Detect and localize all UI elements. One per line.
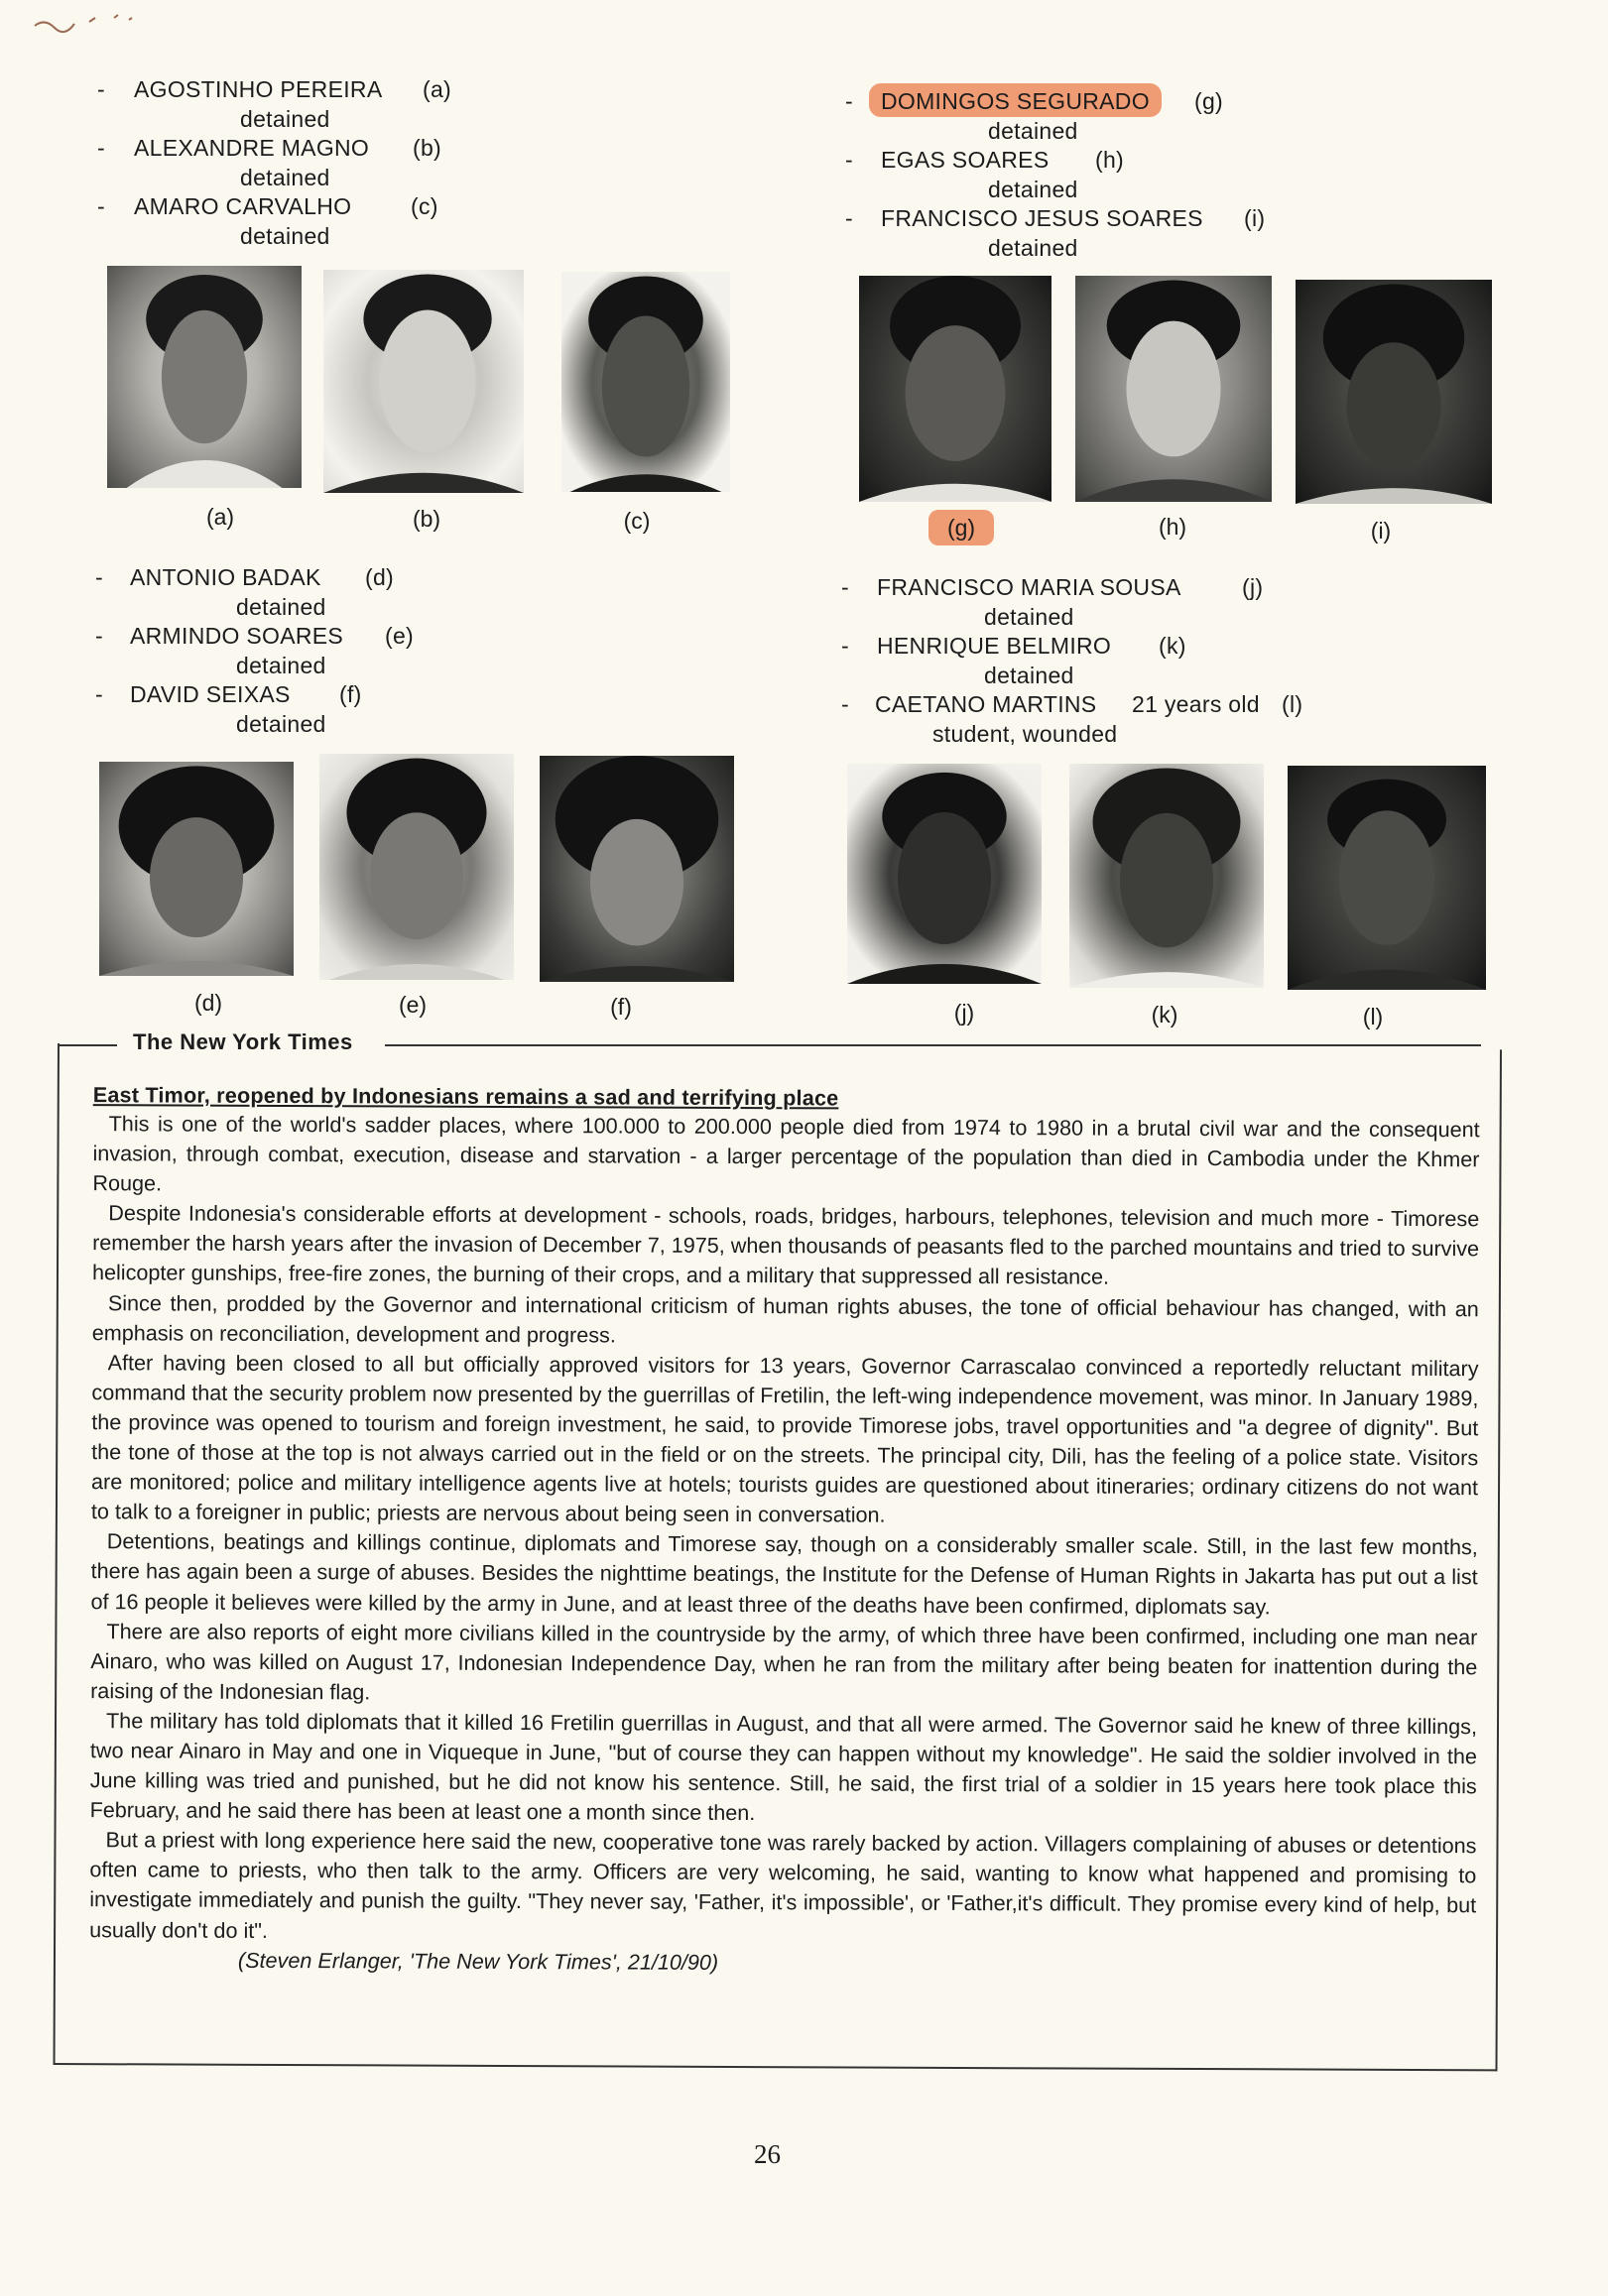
article-paragraph: Despite Indonesia's considerable efforts at development - schools, roads, bridges, harbours, telephones, television and much more - Timorese remember the harsh years after the invasion of December 7, 1975, when thousands of peasants fled to the parched mountains and tried to survive helicopter gunships, free-fire zones, the burning of their crops, and a military that suppressed all resistance.	[91, 1200, 1480, 1290]
photo-d	[99, 762, 294, 976]
person-status: detained	[236, 593, 326, 620]
list-item: - DOMINGOS SEGURADO (g) detained	[845, 87, 1401, 146]
photo-letter: (f)	[339, 681, 362, 707]
photo-letter: (j)	[1242, 574, 1264, 600]
person-name: ALEXANDRE MAGNO	[134, 135, 370, 161]
article-headline: East Timor, reopened by Indonesians remains a sad and terrifying place	[92, 1082, 839, 1111]
caption-e: (e)	[398, 992, 428, 1018]
person-name: AMARO CARVALHO	[134, 193, 352, 219]
article-paragraph: But a priest with long experience here said the new, cooperative tone was rarely backed by action. Villagers complaining of abuses or detentions often came to priests, who then talk to the army. Officers are very welcoming, he said, wanting to know what happened and promising to investigate immediately and punish the guilty. "They never say, 'Father, it's impossible', or 'Father,it's difficult. They promise every kind of help, but usually don't do it".	[89, 1827, 1477, 1943]
caption-g-highlighted: (g)	[928, 510, 994, 545]
photo-letter: (l)	[1282, 691, 1303, 717]
list-item: - CAETANO MARTINS 21 years old (l) student, wounded	[841, 690, 1397, 749]
photo-a	[107, 266, 302, 488]
photo-letter: (i)	[1244, 205, 1266, 231]
article-box	[54, 1043, 1502, 2071]
photo-k	[1069, 764, 1264, 988]
photo-b	[323, 270, 524, 493]
caption-b: (b)	[412, 506, 441, 532]
person-status: detained	[240, 105, 330, 132]
photo-letter: (g)	[1194, 88, 1224, 114]
caption-d: (d)	[193, 990, 223, 1016]
photo-letter: (e)	[385, 623, 415, 649]
list-item: - AGOSTINHO PEREIRA (a) detained	[97, 75, 534, 134]
photo-letter: (k)	[1159, 633, 1186, 659]
list-item: - HENRIQUE BELMIRO (k) detained	[841, 632, 1397, 690]
person-name: ARMINDO SOARES	[130, 623, 344, 649]
list-item: - DAVID SEIXAS (f) detained	[95, 680, 532, 739]
photo-letter: (b)	[413, 135, 442, 161]
pen-mark	[30, 8, 149, 38]
person-status: detained	[988, 234, 1078, 261]
photo-l	[1288, 766, 1486, 990]
person-status: detained	[988, 176, 1078, 202]
list-item: - FRANCISCO MARIA SOUSA (j) detained	[841, 573, 1397, 632]
article-paragraph: Since then, prodded by the Governor and international criticism of human rights abuses, the tone of official behaviour has changed, with an emphasis on reconciliation, development and progress.	[91, 1289, 1479, 1348]
person-status: detained	[240, 164, 330, 190]
caption-i: (i)	[1370, 518, 1392, 544]
person-name: HENRIQUE BELMIRO	[877, 633, 1112, 659]
person-status: student, wounded	[932, 720, 1118, 747]
list-item: - EGAS SOARES (h) detained	[845, 146, 1401, 204]
person-name: AGOSTINHO PEREIRA	[134, 76, 383, 102]
person-name: ANTONIO BADAK	[130, 564, 321, 590]
person-name: FRANCISCO JESUS SOARES	[881, 205, 1203, 231]
caption-l: (l)	[1362, 1004, 1384, 1029]
caption-k: (k)	[1151, 1002, 1178, 1027]
caption-h: (h)	[1158, 514, 1187, 540]
list-item: - FRANCISCO JESUS SOARES (i) detained	[845, 204, 1401, 263]
article-paragraph: This is one of the world's sadder places, where 100.000 to 200.000 people died from 1974 to 1980 in a brutal civil war and the consequent invasion, through combat, execution, disease and starvation - a larger percentage of the population than died in Cambodia under the Khmer Rouge.	[92, 1111, 1480, 1196]
article-paragraph: Detentions, beatings and killings continue, diplomats and Timorese say, though on a considerably smaller scale. Still, in the last few months, there has again been a surge of abuses. Besides the nighttime beatings, the Institute for the Defense of Human Rights in Jakarta has put out a list of 16 people it believes were killed by the army in June, and at least three of the deaths have been confirmed, diplomats say.	[90, 1528, 1478, 1619]
person-status: detained	[240, 222, 330, 249]
photo-letter: (d)	[365, 564, 395, 590]
list-item: - ARMINDO SOARES (e) detained	[95, 622, 532, 680]
person-status: detained	[236, 652, 326, 678]
person-status: detained	[984, 662, 1074, 688]
name-list-g-i	[845, 87, 1401, 263]
name-list-j-l	[841, 573, 1397, 749]
name-list-d-f	[95, 563, 532, 739]
person-name-highlighted: DOMINGOS SEGURADO	[881, 87, 1162, 117]
caption-c: (c)	[623, 508, 651, 534]
photo-e	[319, 754, 514, 980]
article	[89, 1081, 1480, 1981]
person-status: detained	[984, 603, 1074, 630]
source-title: The New York Times	[133, 1029, 353, 1054]
person-name: EGAS SOARES	[881, 147, 1050, 173]
photo-f	[540, 756, 734, 982]
article-credit: (Steven Erlanger, 'The New York Times', 21/10/90)	[237, 1947, 719, 1975]
list-item: - ALEXANDRE MAGNO (b) detained	[97, 134, 534, 192]
caption-f: (f)	[610, 994, 632, 1020]
article-paragraph: The military has told diplomats that it killed 16 Fretilin guerrillas in August, and that all were armed. The Governor said he knew of three killings, two near Ainaro in May and one in Viqueque in June, "but of course they can happen without my knowledge". He said the soldier involved in the June killing was tried and punished, but he did not know his sentence. Still, he said, the first trial of a soldier in 15 years here took place this February, and he said there has been at least one a month since then.	[89, 1708, 1478, 1826]
person-name: CAETANO MARTINS	[875, 691, 1097, 717]
photo-i	[1296, 280, 1492, 504]
name-list-a-c	[97, 75, 534, 251]
list-item: - AMARO CARVALHO (c) detained	[97, 192, 534, 251]
person-status: detained	[236, 710, 326, 737]
person-age: 21 years old	[1132, 691, 1260, 717]
person-name: DAVID SEIXAS	[130, 681, 291, 707]
photo-letter: (c)	[411, 193, 438, 219]
photo-letter: (h)	[1095, 147, 1125, 173]
photo-j	[847, 764, 1042, 984]
photo-h	[1075, 276, 1272, 502]
page-number: 26	[754, 2139, 781, 2169]
caption-a: (a)	[205, 504, 235, 530]
person-status: detained	[988, 117, 1078, 144]
photo-letter: (a)	[423, 76, 452, 102]
list-item: - ANTONIO BADAK (d) detained	[95, 563, 532, 622]
photo-c	[561, 272, 730, 492]
article-paragraph: There are also reports of eight more civilians killed in the countryside by the army, of which three have been confirmed, including one man near Ainaro, who was killed on August 17, Indonesian Independence Day, when he ran from the military after being beaten for inattention during the raising of the Indonesian flag.	[90, 1618, 1478, 1705]
caption-j: (j)	[953, 1000, 975, 1026]
person-name: FRANCISCO MARIA SOUSA	[877, 574, 1181, 600]
photo-g	[859, 276, 1051, 502]
article-paragraph: After having been closed to all but officially approved visitors for 13 years, Governor Carrascalao convinced a reportedly reluctant military command that the security problem now presented by the guerrillas of Fretilin, the left-wing independence movement, was minor. In January 1989, the province was opened to tourism and foreign investment, he said, to provide Timorese jobs, travel opportunities and "a degree of dignity". But the tone of those at the top is not always carried out in the field or on the streets. The principal city, Dili, has the feeling of a police state. Visitors are monitored; police and military intelligence agents live at hotels; tourists guides are questioned about itineraries; ordinary citizens do not want to talk to a foreigner in public; priests are nervous about being seen in conversation.	[90, 1349, 1479, 1527]
